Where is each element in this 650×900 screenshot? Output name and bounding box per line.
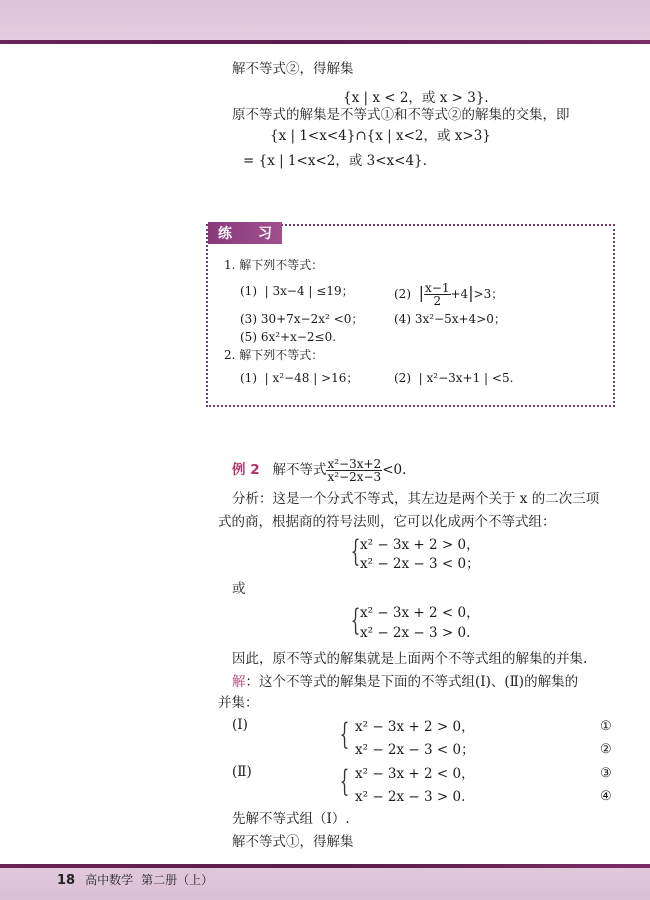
- exercise-item: (1) | 3x−4 | ≤19；: [240, 284, 354, 298]
- step-text: 解不等式①，得解集: [232, 834, 354, 850]
- solution-text: 并集：: [218, 695, 259, 711]
- system-line: x² − 2x − 3 > 0.: [355, 789, 466, 805]
- book-title: 高中数学: [85, 873, 134, 887]
- group-label: (Ⅰ): [232, 717, 248, 733]
- exercise-title: [208, 222, 282, 244]
- brace-icon: {: [350, 603, 361, 638]
- example-label: 例 2: [232, 462, 260, 478]
- example-heading: 例 2 解不等式 $\frac{\text{x²−3x+2}}{\text{x²−2x−3}}$ <0.: [232, 457, 407, 484]
- page-number: 18: [57, 873, 76, 888]
- therefore-text: 因此，原不等式的解集就是上面两个不等式组的解集的并集.: [232, 651, 588, 667]
- system-line: x² − 2x − 3 < 0；: [355, 742, 475, 758]
- text-line: 原不等式的解集是不等式①和不等式②的解集的交集，即: [232, 107, 570, 123]
- marker-2: ②: [600, 742, 612, 757]
- set-result: = {x | 1<x<2，或 3<x<4}.: [243, 153, 427, 169]
- system-line: x² − 2x − 3 > 0.: [360, 625, 471, 641]
- exercise-item: (5) 6x²+x−2≤0.: [240, 330, 337, 344]
- analysis-text: 式的商，根据商的符号法则，它可以化成两个不等式组：: [218, 514, 556, 530]
- header-band: [0, 0, 650, 40]
- analysis-text: 分析：这是一个分式不等式，其左边是两个关于 x 的二次三项: [232, 491, 600, 507]
- solution-text: 解：这个不等式的解集是下面的不等式组(Ⅰ)、(Ⅱ)的解集的: [232, 674, 579, 690]
- system-line: x² − 2x − 3 < 0；: [360, 556, 480, 572]
- exercise-title-char: 习: [258, 226, 272, 242]
- exercise-item: (3) 30+7x−2x² <0；: [240, 312, 364, 326]
- system-line: x² − 3x + 2 > 0，: [360, 537, 480, 553]
- solution-label: 解: [232, 674, 246, 690]
- volume-title: 第二册（上）: [141, 873, 214, 887]
- exercise-item: (2) | $\frac{x-1}{2}$ +4|>3；: [394, 281, 504, 308]
- system-line: x² − 3x + 2 < 0，: [355, 766, 475, 782]
- group-label: (Ⅱ): [232, 764, 252, 780]
- step-text: 先解不等式组（Ⅰ）.: [232, 811, 350, 827]
- marker-4: ④: [600, 789, 612, 804]
- exercise-item: (2) | x²−3x+1 | <5.: [394, 371, 514, 385]
- exercise-q1-label: 1. 解下列不等式：: [224, 258, 324, 272]
- set-intersection: {x | 1<x<4}∩{x | x<2，或 x>3}: [270, 128, 491, 144]
- header-rule: [0, 40, 650, 44]
- exercise-item: (1) | x²−48 | >16；: [240, 371, 359, 385]
- text-line: 解不等式②，得解集: [232, 61, 354, 77]
- system-line: x² − 3x + 2 < 0，: [360, 605, 480, 621]
- exercise-title-char: 练: [218, 226, 232, 242]
- brace-icon: {: [339, 717, 350, 752]
- exercise-q2-label: 2. 解下列不等式：: [224, 348, 324, 362]
- page-footer: [57, 871, 213, 888]
- system-line: x² − 3x + 2 > 0，: [355, 719, 475, 735]
- marker-3: ③: [600, 766, 612, 781]
- or-text: 或: [232, 581, 246, 597]
- set-expression: {x | x < 2，或 x > 3}.: [343, 90, 489, 106]
- brace-icon: {: [339, 764, 350, 799]
- brace-icon: {: [350, 534, 361, 569]
- marker-1: ①: [600, 719, 612, 734]
- exercise-item: (4) 3x²−5x+4>0；: [394, 312, 506, 326]
